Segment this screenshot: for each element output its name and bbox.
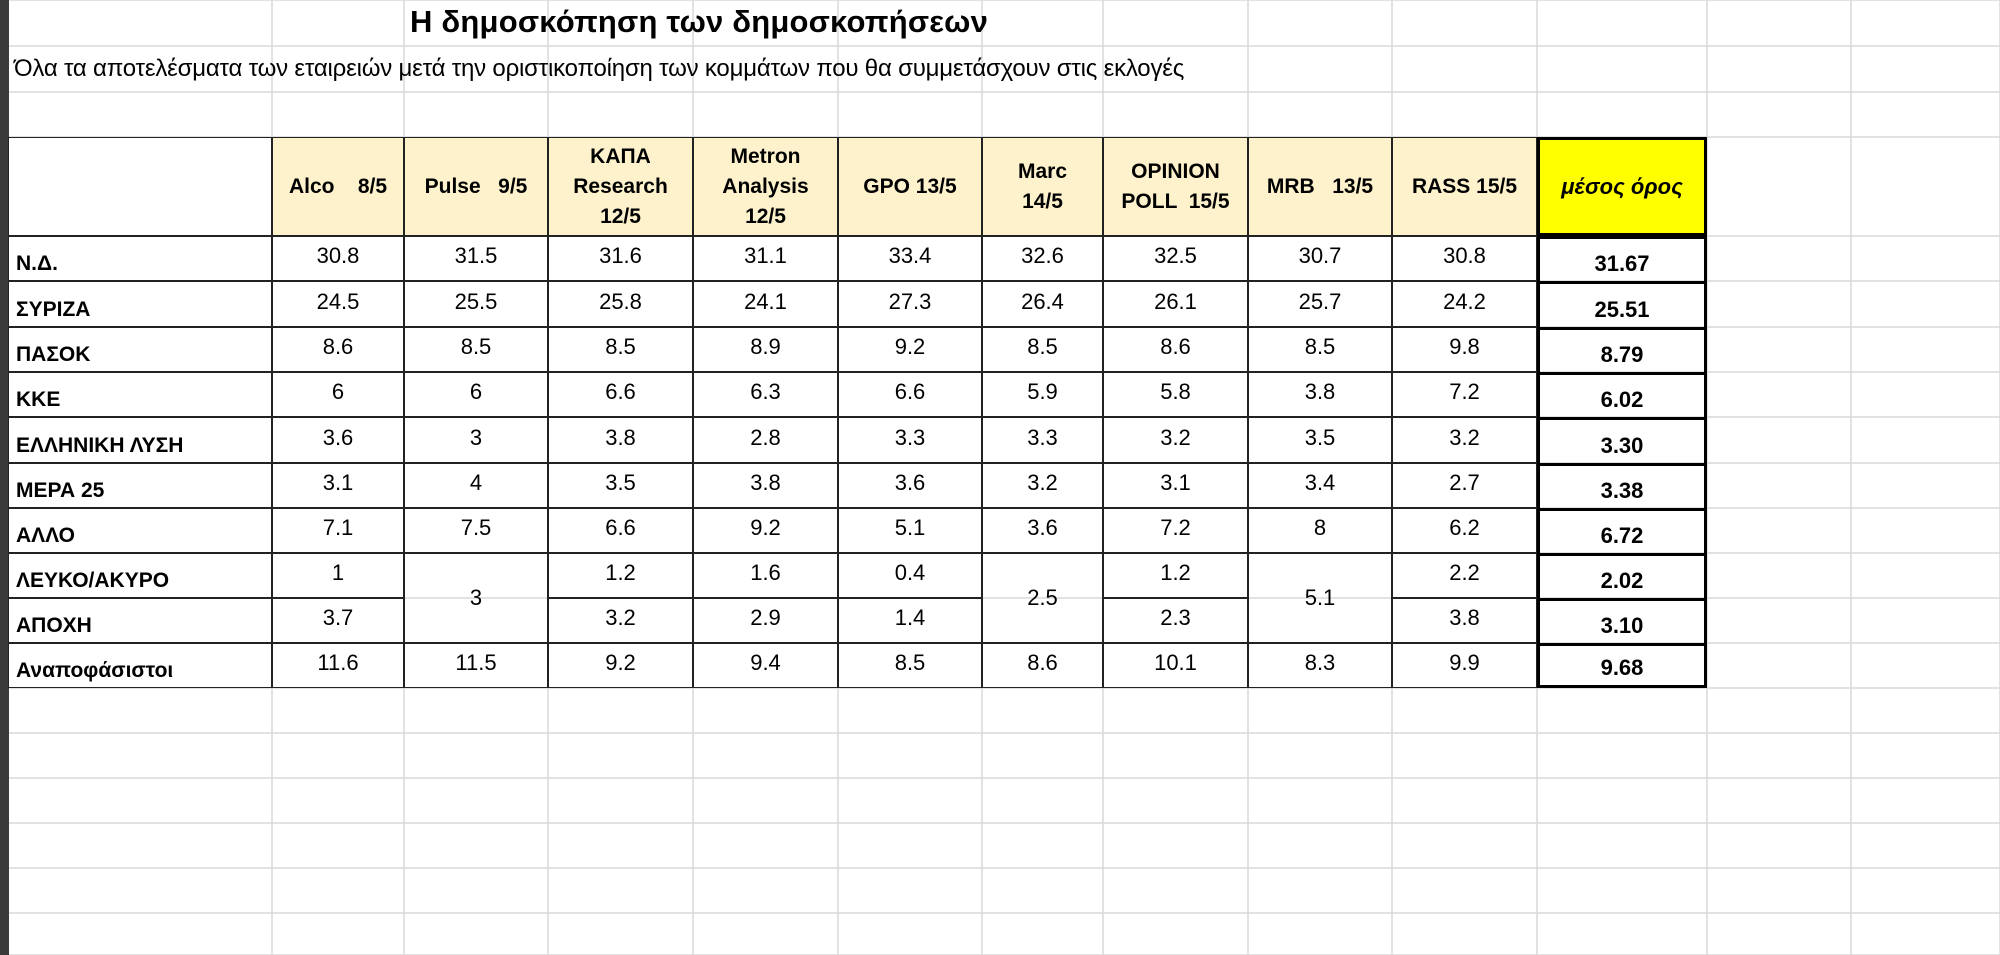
table-cell[interactable]: 24.5 [272, 281, 404, 327]
column-header-line: Pulse 9/5 [424, 174, 528, 198]
table-cell[interactable]: 8.5 [838, 643, 982, 688]
column-header[interactable] [693, 137, 838, 236]
table-cell[interactable]: 30.8 [1392, 236, 1537, 281]
average-cell[interactable]: 31.67 [1537, 236, 1707, 281]
table-cell[interactable]: 8.5 [404, 327, 548, 372]
table-cell[interactable]: 8.5 [1248, 327, 1392, 372]
table-cell[interactable]: 3.2 [548, 598, 693, 643]
table-cell[interactable]: 1 [272, 553, 404, 598]
table-cell[interactable]: 3 [404, 553, 548, 643]
table-cell[interactable]: 5.1 [838, 508, 982, 553]
table-cell[interactable]: 3.6 [838, 463, 982, 508]
table-cell[interactable]: 8.5 [548, 327, 693, 372]
table-cell[interactable]: 5.1 [1248, 553, 1392, 643]
table-cell[interactable]: 30.8 [272, 236, 404, 281]
column-header-line: MRB 13/5 [1266, 174, 1374, 198]
column-header[interactable] [404, 137, 548, 236]
row-label[interactable]: ΜΕΡΑ 25 [8, 463, 272, 508]
table-cell[interactable]: 8 [1248, 508, 1392, 553]
average-cell[interactable]: 9.68 [1537, 643, 1707, 688]
table-cell[interactable]: 31.6 [548, 236, 693, 281]
table-cell[interactable]: 8.6 [982, 643, 1103, 688]
average-cell[interactable]: 25.51 [1537, 281, 1707, 327]
table-cell[interactable]: 6.6 [548, 508, 693, 553]
table-cell[interactable]: 2.7 [1392, 463, 1537, 508]
table-cell[interactable]: 6.2 [1392, 508, 1537, 553]
table-cell[interactable]: 2.5 [982, 553, 1103, 643]
table-cell[interactable]: 3.2 [1103, 417, 1248, 463]
table-cell[interactable]: 1.2 [1103, 553, 1248, 598]
column-header-line: OPINION [1131, 159, 1220, 183]
table-cell[interactable]: 26.4 [982, 281, 1103, 327]
column-header-line: 14/5 [1022, 189, 1063, 213]
column-header-line: Metron [730, 144, 801, 168]
column-header[interactable] [1392, 137, 1537, 236]
table-cell[interactable]: 5.9 [982, 372, 1103, 417]
table-cell[interactable]: 3.6 [272, 417, 404, 463]
table-cell[interactable]: 3.3 [982, 417, 1103, 463]
table-cell[interactable]: 3.7 [272, 598, 404, 643]
column-header[interactable] [272, 137, 404, 236]
table-cell[interactable]: 3.2 [1392, 417, 1537, 463]
table-cell[interactable]: 2.3 [1103, 598, 1248, 643]
column-header-line: Alco 8/5 [288, 174, 388, 198]
table-cell[interactable]: 3.8 [1392, 598, 1537, 643]
table-cell[interactable]: 7.2 [1103, 508, 1248, 553]
table-cell[interactable]: 6 [272, 372, 404, 417]
table-cell[interactable]: 6.3 [693, 372, 838, 417]
table-cell[interactable]: 1.6 [693, 553, 838, 598]
table-cell[interactable]: 6.6 [838, 372, 982, 417]
page-subtitle[interactable]: Όλα τα αποτελέσματα των εταιρειών μετά την οριστικοποίηση των κομμάτων που θα συμμετάσχουν στις εκλογές [14, 55, 1185, 82]
table-cell[interactable]: 24.2 [1392, 281, 1537, 327]
table-cell[interactable]: 24.1 [693, 281, 838, 327]
column-header-line: 12/5 [745, 204, 786, 228]
table-cell[interactable]: 33.4 [838, 236, 982, 281]
table-cell[interactable]: 11.6 [272, 643, 404, 688]
table-cell[interactable]: 9.2 [548, 643, 693, 688]
table-cell[interactable]: 3.8 [693, 463, 838, 508]
row-label[interactable]: ΚΚΕ [8, 372, 272, 417]
table-cell[interactable]: 2.9 [693, 598, 838, 643]
average-cell[interactable]: 3.10 [1537, 598, 1707, 643]
table-cell[interactable]: 9.2 [693, 508, 838, 553]
average-cell[interactable]: 6.02 [1537, 372, 1707, 417]
table-cell[interactable]: 3.2 [982, 463, 1103, 508]
table-cell[interactable]: 8.6 [272, 327, 404, 372]
row-label[interactable]: ΠΑΣΟΚ [8, 327, 272, 372]
table-cell[interactable]: 26.1 [1103, 281, 1248, 327]
table-cell[interactable]: 3.1 [272, 463, 404, 508]
table-cell[interactable]: 3.6 [982, 508, 1103, 553]
average-cell[interactable]: 8.79 [1537, 327, 1707, 372]
table-cell[interactable]: 30.7 [1248, 236, 1392, 281]
table-cell[interactable]: 6 [404, 372, 548, 417]
row-label[interactable]: ΑΠΟΧΗ [8, 598, 272, 643]
column-header-line: Marc [1017, 159, 1068, 183]
table-cell[interactable]: 1.4 [838, 598, 982, 643]
table-cell[interactable]: 3.5 [1248, 417, 1392, 463]
table-cell[interactable]: 3.1 [1103, 463, 1248, 508]
table-cell[interactable]: 25.5 [404, 281, 548, 327]
table-cell[interactable]: 3.8 [1248, 372, 1392, 417]
column-header-line: Research [573, 174, 668, 198]
table-cell[interactable]: 9.4 [693, 643, 838, 688]
table-cell[interactable]: 6.6 [548, 372, 693, 417]
table-cell[interactable]: 7.2 [1392, 372, 1537, 417]
table-cell[interactable]: 3.3 [838, 417, 982, 463]
row-label[interactable]: ΑΛΛΟ [8, 508, 272, 553]
table-cell[interactable]: 3 [404, 417, 548, 463]
table-cell[interactable]: 9.9 [1392, 643, 1537, 688]
table-cell[interactable]: 11.5 [404, 643, 548, 688]
column-header[interactable] [838, 137, 982, 236]
table-cell[interactable]: 3.8 [548, 417, 693, 463]
table-cell[interactable]: 31.5 [404, 236, 548, 281]
table-cell[interactable]: 25.8 [548, 281, 693, 327]
table-cell[interactable]: 25.7 [1248, 281, 1392, 327]
column-header[interactable] [1248, 137, 1392, 236]
column-header-line: Analysis [722, 174, 809, 198]
column-header-line: ΚΑΠΑ [590, 144, 651, 168]
table-cell[interactable]: 9.8 [1392, 327, 1537, 372]
table-cell[interactable]: 31.1 [693, 236, 838, 281]
table-cell[interactable]: 8.9 [693, 327, 838, 372]
column-header-line: RASS 15/5 [1411, 174, 1518, 198]
row-label[interactable]: Αναποφάσιστοι [8, 643, 272, 688]
table-cell[interactable]: 2.8 [693, 417, 838, 463]
table-cell[interactable]: 5.8 [1103, 372, 1248, 417]
table-cell[interactable]: 3.4 [1248, 463, 1392, 508]
table-cell[interactable]: 1.2 [548, 553, 693, 598]
row-label[interactable]: ΛΕΥΚΟ/ΑΚΥΡΟ [8, 553, 272, 598]
column-header[interactable] [982, 137, 1103, 236]
column-header-line: POLL 15/5 [1121, 189, 1230, 213]
column-header[interactable] [1103, 137, 1248, 236]
row-label[interactable]: Ν.Δ. [8, 236, 272, 281]
average-column-header[interactable]: μέσος όρος [1537, 137, 1707, 236]
average-cell[interactable]: 6.72 [1537, 508, 1707, 553]
table-cell[interactable]: 27.3 [838, 281, 982, 327]
table-cell[interactable]: 9.2 [838, 327, 982, 372]
table-cell[interactable]: 7.1 [272, 508, 404, 553]
table-cell[interactable]: 8.6 [1103, 327, 1248, 372]
average-cell[interactable]: 2.02 [1537, 553, 1707, 598]
row-label[interactable]: ΣΥΡΙΖΑ [8, 281, 272, 327]
table-cell[interactable]: 3.5 [548, 463, 693, 508]
average-cell[interactable]: 3.38 [1537, 463, 1707, 508]
table-cell[interactable]: 2.2 [1392, 553, 1537, 598]
table-cell[interactable]: 8.5 [982, 327, 1103, 372]
table-cell[interactable]: 7.5 [404, 508, 548, 553]
table-cell[interactable]: 32.6 [982, 236, 1103, 281]
table-cell[interactable]: 10.1 [1103, 643, 1248, 688]
column-header[interactable] [548, 137, 693, 236]
table-cell[interactable]: 8.3 [1248, 643, 1392, 688]
table-cell[interactable]: 32.5 [1103, 236, 1248, 281]
table-cell[interactable]: 0.4 [838, 553, 982, 598]
average-cell[interactable]: 3.30 [1537, 417, 1707, 463]
column-header-line: GPO 13/5 [863, 174, 957, 198]
column-header-line: 12/5 [600, 204, 641, 228]
table-cell[interactable]: 4 [404, 463, 548, 508]
page-title[interactable]: Η δημοσκόπηση των δημοσκοπήσεων [410, 4, 989, 39]
row-label[interactable]: ΕΛΛΗΝΙΚΗ ΛΥΣΗ [8, 417, 272, 463]
